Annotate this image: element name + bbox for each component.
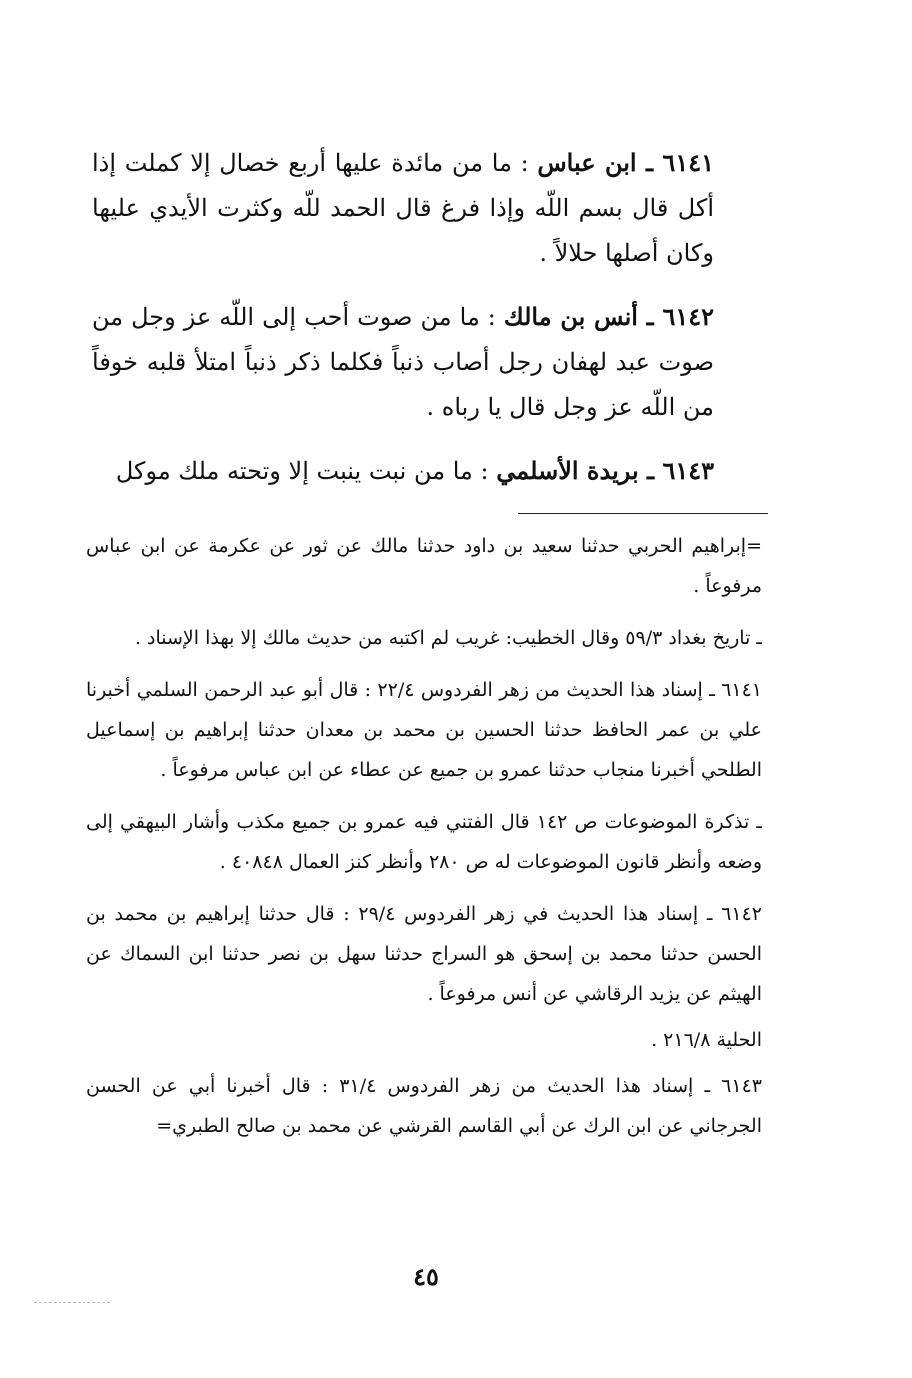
hadith-number: ٦١٤١ [662, 148, 714, 177]
footnote: الحلية ٢١٦/٨ . [651, 1029, 762, 1051]
hadith-number: ٦١٤٢ [662, 302, 714, 331]
footnote: ٦١٤٣ ـ إسناد هذا الحديث من زهر الفردوس ٣١/٤ : قال أخبرنا أبي عن الحسن الجرجاني عن ابن الرك عن أبي القاسم القرشي عن محمد بن صالح الطبري= [86, 1075, 762, 1137]
footnote: ٦١٤١ ـ إسناد هذا الحديث من زهر الفردوس ٢٢/٤ : قال أبو عبد الرحمن السلمي أخبرنا علي بن عمر الحافظ حدثنا الحسين بن محمد بن معدان حدثنا إبراهيم بن إسماعيل الطلحي أخبرنا منجاب حدثنا عمرو بن جميع عن عطاء عن ابن عباس مرفوعاً . [86, 679, 762, 781]
hadith-6141: ٦١٤١ ـ ابن عباس : ما من مائدة عليها أربع خصال إلا كملت إذا أكل قال بسم اللّه وإذا فرغ قال الحمد للّه وكثرت الأيدي عليها وكان أصلها حلالاً . [92, 148, 714, 267]
hadith-narrator: بريدة الأسلمي [496, 456, 639, 485]
footnote: ـ تاريخ بغداد ٥٩/٣ وقال الخطيب: غريب لم اكتبه من حديث مالك إلا بهذا الإسناد . [134, 627, 762, 649]
hadith-narrator: ابن عباس [537, 148, 637, 177]
hadith-number: ٦١٤٣ [662, 456, 714, 485]
footnote: ـ تذكرة الموضوعات ص ١٤٢ قال الفتني فيه عمرو بن جميع مكذب وأشار البيهقي إلى وضعه وأنظر قانون الموضوعات له ص ٢٨٠ وأنظر كنز العمال ٤٠٨٤٨ . [86, 811, 762, 873]
hadith-text: : ما من صوت أحب إلى اللّه عز وجل من صوت عبد لهفان رجل أصاب ذنباً فكلما ذكر ذنباً امتلأ قلبه خوفاً من اللّه عز وجل قال يا رباه . [92, 303, 714, 421]
hadith-6143: ٦١٤٣ ـ بريدة الأسلمي : ما من نبت ينبت إلا وتحته ملك موكل [115, 456, 714, 485]
scan-artifact [34, 1302, 110, 1303]
hadith-narrator: أنس بن مالك [503, 302, 638, 331]
footnote: ٦١٤٢ ـ إسناد هذا الحديث في زهر الفردوس ٢٩/٤ : قال حدثنا إبراهيم بن محمد بن الحسن حدثنا محمد بن إسحق هو السراج حدثنا سهل بن نصر حدثنا ابن السماك عن الهيثم عن يزيد الرقاشي عن أنس مرفوعاً . [86, 903, 762, 1005]
hadith-text: : ما من نبت ينبت إلا وتحته ملك موكل [115, 457, 489, 485]
page-number: ٤٥ [413, 1262, 439, 1291]
main-text [92, 140, 714, 512]
footnotes [86, 526, 762, 1158]
hadith-text: : ما من مائدة عليها أربع خصال إلا كملت إذا أكل قال بسم اللّه وإذا فرغ قال الحمد للّه وكثرت الأيدي عليها وكان أصلها حلالاً . [92, 149, 714, 267]
footnote-divider [518, 513, 768, 514]
hadith-6142: ٦١٤٢ ـ أنس بن مالك : ما من صوت أحب إلى اللّه عز وجل من صوت عبد لهفان رجل أصاب ذنباً فكلما ذكر ذنباً امتلأ قلبه خوفاً من اللّه عز وجل قال يا رباه . [92, 302, 714, 421]
footnote: =إبراهيم الحربي حدثنا سعيد بن داود حدثنا مالك عن ثور عن عكرمة عن ابن عباس مرفوعاً . [86, 535, 762, 597]
